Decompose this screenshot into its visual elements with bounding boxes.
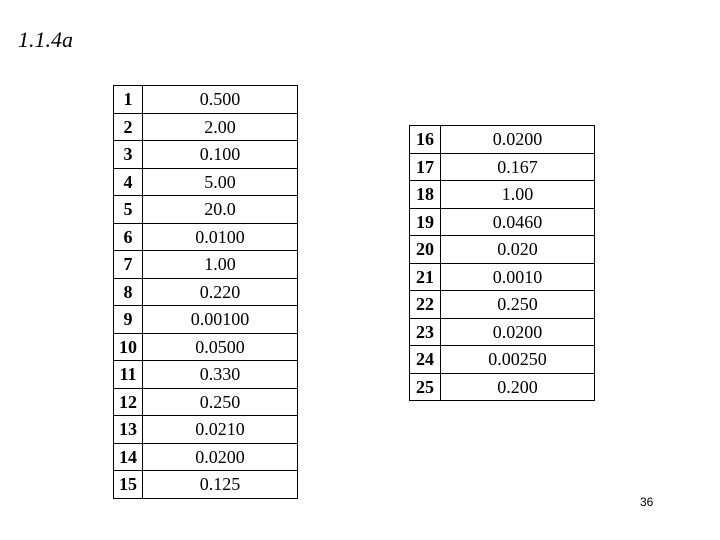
answer-value: 0.0200 [441, 126, 595, 154]
table-row [114, 471, 298, 499]
table-row [114, 168, 298, 196]
answer-value: 0.0200 [441, 318, 595, 346]
answer-value: 0.0100 [143, 223, 298, 251]
answer-value: 1.00 [143, 251, 298, 279]
answer-value: 0.0200 [143, 443, 298, 471]
problem-number: 19 [410, 208, 441, 236]
problem-number: 24 [410, 346, 441, 374]
answer-value: 0.0010 [441, 263, 595, 291]
answer-value: 0.167 [441, 153, 595, 181]
table-row [114, 333, 298, 361]
problem-number: 16 [410, 126, 441, 154]
problem-number: 22 [410, 291, 441, 319]
answer-value: 0.200 [441, 373, 595, 401]
problem-number: 4 [114, 168, 143, 196]
problem-number: 9 [114, 306, 143, 334]
table-row [114, 361, 298, 389]
table-row [114, 278, 298, 306]
problem-number: 3 [114, 141, 143, 169]
table-row [410, 263, 595, 291]
answer-value: 0.220 [143, 278, 298, 306]
answer-value: 0.330 [143, 361, 298, 389]
answer-value: 1.00 [441, 181, 595, 209]
problem-number: 1 [114, 86, 143, 114]
answer-value: 0.100 [143, 141, 298, 169]
answer-value: 20.0 [143, 196, 298, 224]
problem-number: 2 [114, 113, 143, 141]
problem-number: 7 [114, 251, 143, 279]
answer-value: 0.125 [143, 471, 298, 499]
problem-number: 21 [410, 263, 441, 291]
answer-value: 2.00 [143, 113, 298, 141]
table-row [410, 208, 595, 236]
table-row [410, 126, 595, 154]
problem-number: 11 [114, 361, 143, 389]
table-row [410, 373, 595, 401]
page-number: 36 [640, 495, 654, 509]
table-row [410, 291, 595, 319]
table-row [410, 153, 595, 181]
answer-value: 0.0500 [143, 333, 298, 361]
answer-value: 0.250 [143, 388, 298, 416]
table-row [410, 236, 595, 264]
table-row [114, 388, 298, 416]
answer-value: 0.020 [441, 236, 595, 264]
answer-value: 5.00 [143, 168, 298, 196]
answer-value: 0.00100 [143, 306, 298, 334]
problem-number: 17 [410, 153, 441, 181]
table-row [114, 443, 298, 471]
problem-number: 14 [114, 443, 143, 471]
table-row [114, 196, 298, 224]
problem-number: 5 [114, 196, 143, 224]
problem-number: 10 [114, 333, 143, 361]
answer-table-left [113, 85, 298, 499]
table-row [410, 181, 595, 209]
problem-number: 23 [410, 318, 441, 346]
problem-number: 13 [114, 416, 143, 444]
table-row [114, 223, 298, 251]
answer-table-left-body [114, 86, 298, 499]
problem-number: 6 [114, 223, 143, 251]
problem-number: 20 [410, 236, 441, 264]
answer-table-right-body [410, 126, 595, 401]
table-row [114, 306, 298, 334]
table-row [410, 318, 595, 346]
answer-table-right [409, 125, 595, 401]
table-row [114, 86, 298, 114]
problem-number: 8 [114, 278, 143, 306]
answer-value: 0.00250 [441, 346, 595, 374]
problem-number: 25 [410, 373, 441, 401]
answer-value: 0.0460 [441, 208, 595, 236]
table-row [114, 416, 298, 444]
answer-value: 0.0210 [143, 416, 298, 444]
problem-number: 15 [114, 471, 143, 499]
problem-number: 12 [114, 388, 143, 416]
answer-value: 0.250 [441, 291, 595, 319]
problem-number: 18 [410, 181, 441, 209]
table-row [410, 346, 595, 374]
table-row [114, 141, 298, 169]
page-title: 1.1.4a [18, 27, 73, 52]
table-row [114, 113, 298, 141]
table-row [114, 251, 298, 279]
answer-value: 0.500 [143, 86, 298, 114]
